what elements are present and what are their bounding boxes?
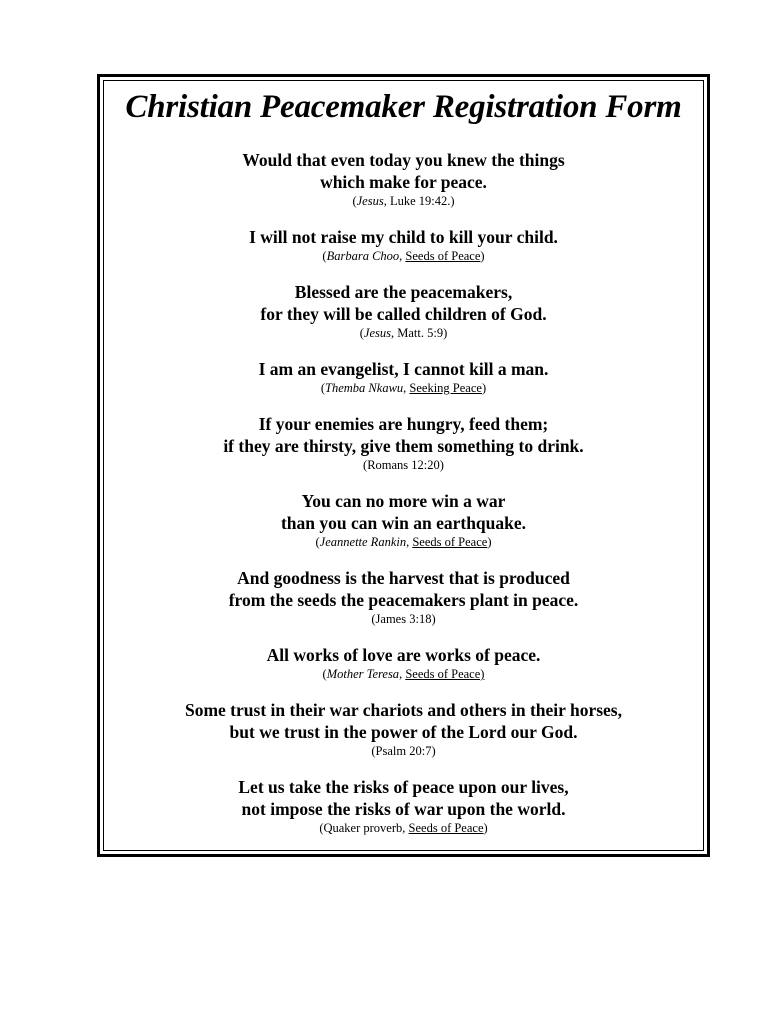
quote-block <box>100 644 707 683</box>
citation-source: Seeds of Peace <box>408 821 484 835</box>
citation-separator: , <box>399 249 406 263</box>
citation-close-paren: ) <box>483 821 488 835</box>
citation-source: Seeds of Peace <box>405 249 481 263</box>
citation-open-paren: ( <box>352 194 357 208</box>
citation-source: Seeds of Peace) <box>405 667 485 681</box>
quote-line: You can no more win a war <box>301 491 506 511</box>
citation-open-paren: ( <box>371 612 376 626</box>
quote-text <box>100 413 707 457</box>
quote-block <box>100 226 707 265</box>
citation-separator: , <box>403 381 410 395</box>
citation-separator: , <box>390 326 398 340</box>
citation-author: Mother Teresa <box>326 667 400 681</box>
citation-close-paren: ) <box>443 326 448 340</box>
citation-reference: Psalm 20:7 <box>375 744 432 758</box>
citation-open-paren: ( <box>359 326 364 340</box>
quote-line: Let us take the risks of peace upon our lives, <box>238 777 569 797</box>
quote-line: which make for peace. <box>320 172 487 192</box>
quote-line: I am an evangelist, I cannot kill a man. <box>258 359 549 379</box>
quote-block <box>100 413 707 474</box>
citation-close-paren: ) <box>481 381 487 395</box>
quote-line: Would that even today you knew the things <box>242 150 565 170</box>
citation-author: Jesus <box>363 326 391 340</box>
quote-text <box>100 644 707 666</box>
quote-citation <box>100 248 707 265</box>
quote-citation <box>100 820 707 837</box>
quote-block <box>100 699 707 760</box>
quote-line: if they are thirsty, give them something to drink. <box>223 436 584 456</box>
quote-line: I will not raise my child to kill your child. <box>249 227 558 247</box>
quote-citation <box>100 743 707 760</box>
citation-close-paren: ) <box>450 194 455 208</box>
citation-close-paren: ) <box>439 458 444 472</box>
citation-close-paren: ) <box>480 249 485 263</box>
citation-reference: Matt. 5:9 <box>397 326 444 340</box>
quote-list <box>100 149 707 837</box>
form-border <box>97 74 710 857</box>
citation-source: Seeds of Peace <box>412 535 488 549</box>
quote-citation <box>100 325 707 342</box>
quote-citation <box>100 193 707 210</box>
citation-author: Barbara Choo <box>326 249 400 263</box>
citation-open-paren: ( <box>371 744 376 758</box>
quote-block <box>100 358 707 397</box>
citation-author: Jeannette Rankin <box>319 535 407 549</box>
quote-line: Blessed are the peacemakers, <box>294 282 513 302</box>
citation-separator: , <box>383 194 390 208</box>
quote-spacer <box>100 474 707 490</box>
quote-text <box>100 490 707 534</box>
quote-text <box>100 699 707 743</box>
quote-text <box>100 358 707 380</box>
quote-spacer <box>100 397 707 413</box>
quote-citation <box>100 380 707 397</box>
quote-line: for they will be called children of God. <box>260 304 547 324</box>
quote-spacer <box>100 760 707 776</box>
quote-citation <box>100 457 707 474</box>
citation-open-paren: ( <box>363 458 368 472</box>
quote-block <box>100 281 707 342</box>
citation-open-paren: ( <box>322 667 327 681</box>
quote-spacer <box>100 342 707 358</box>
citation-separator: , <box>399 667 406 681</box>
quote-block <box>100 149 707 210</box>
quote-text <box>100 281 707 325</box>
quote-citation <box>100 666 707 683</box>
citation-close-paren: ) <box>431 612 436 626</box>
quote-spacer <box>100 265 707 281</box>
quote-text <box>100 226 707 248</box>
quote-line: Some trust in their war chariots and others in their horses, <box>184 700 622 720</box>
citation-reference: Luke 19:42. <box>389 194 451 208</box>
citation-separator: , <box>406 535 413 549</box>
citation-close-paren: ) <box>431 744 436 758</box>
quote-spacer <box>100 551 707 567</box>
quote-block <box>100 776 707 837</box>
quote-spacer <box>100 210 707 226</box>
quote-line: All works of love are works of peace. <box>266 645 541 665</box>
quote-line: than you can win an earthquake. <box>280 513 527 533</box>
quote-line: not impose the risks of war upon the world. <box>241 799 566 819</box>
quote-citation <box>100 534 707 551</box>
citation-open-paren: ( <box>315 535 320 549</box>
quote-line: from the seeds the peacemakers plant in peace. <box>228 590 579 610</box>
quote-text <box>100 567 707 611</box>
citation-reference: James 3:18 <box>375 612 432 626</box>
quote-block <box>100 490 707 551</box>
citation-reference: Romans 12:20 <box>367 458 440 472</box>
quote-text <box>100 776 707 820</box>
quote-line: And goodness is the harvest that is produced <box>237 568 570 588</box>
citation-author: Jesus <box>356 194 384 208</box>
citation-open-paren: ( <box>322 249 327 263</box>
citation-source: Seeking Peace <box>409 381 482 395</box>
quote-text <box>100 149 707 193</box>
citation-author: Themba Nkawu <box>325 381 404 395</box>
citation-close-paren: ) <box>487 535 492 549</box>
citation-reference: Quaker proverb, <box>323 821 409 835</box>
quote-spacer <box>100 628 707 644</box>
quote-block <box>100 567 707 628</box>
quote-line: If your enemies are hungry, feed them; <box>258 414 549 434</box>
citation-open-paren: ( <box>319 821 324 835</box>
citation-open-paren: ( <box>320 381 326 395</box>
page-title: Christian Peacemaker Registration Form <box>125 89 682 125</box>
quote-line: but we trust in the power of the Lord our God. <box>229 722 578 742</box>
quote-spacer <box>100 683 707 699</box>
quote-citation <box>100 611 707 628</box>
